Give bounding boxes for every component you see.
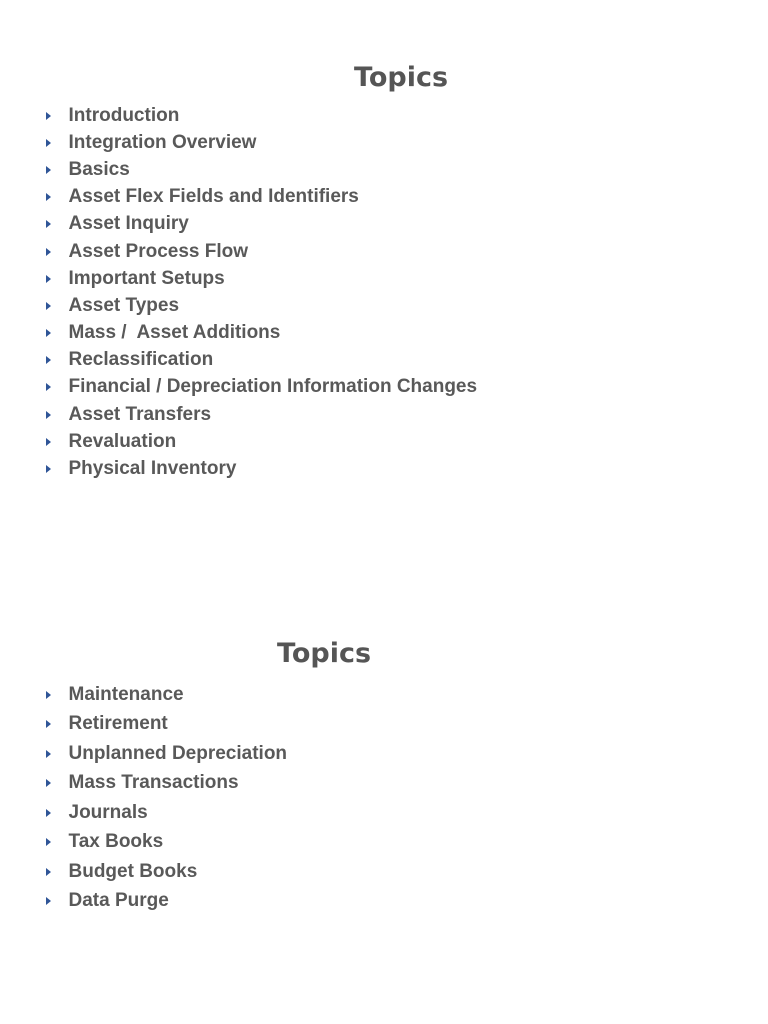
triangle-right-icon	[46, 691, 51, 699]
triangle-right-icon	[46, 356, 51, 364]
triangle-right-icon	[46, 720, 51, 728]
triangle-right-icon	[46, 166, 51, 174]
triangle-right-icon	[46, 112, 51, 120]
topic-list	[42, 680, 287, 916]
list-item	[42, 156, 477, 183]
list-item-label: Mass Transactions	[68, 772, 239, 794]
list-item-label: Integration Overview	[68, 131, 257, 153]
list-item	[42, 857, 287, 887]
triangle-right-icon	[46, 193, 51, 201]
list-item	[42, 455, 477, 482]
list-item	[42, 401, 477, 428]
triangle-right-icon	[46, 275, 51, 283]
list-item	[42, 798, 287, 828]
list-item	[42, 238, 477, 265]
triangle-right-icon	[46, 329, 51, 337]
list-item	[42, 347, 477, 374]
slide-2	[0, 576, 768, 1024]
topic-list	[42, 102, 477, 483]
triangle-right-icon	[46, 438, 51, 446]
list-item-label: Asset Inquiry	[68, 213, 189, 235]
list-item-label: Data Purge	[68, 890, 169, 912]
triangle-right-icon	[46, 220, 51, 228]
list-item-label: Physical Inventory	[68, 458, 237, 480]
triangle-right-icon	[46, 897, 51, 905]
list-item	[42, 739, 287, 769]
list-item-label: Reclassification	[68, 349, 214, 371]
triangle-right-icon	[46, 868, 51, 876]
triangle-right-icon	[46, 779, 51, 787]
triangle-right-icon	[46, 750, 51, 758]
triangle-right-icon	[46, 248, 51, 256]
triangle-right-icon	[46, 139, 51, 147]
list-item-label: Asset Flex Fields and Identifiers	[68, 186, 359, 208]
list-item	[42, 428, 477, 455]
list-item	[42, 374, 477, 401]
list-item-label: Asset Types	[68, 294, 180, 316]
list-item-label: Basics	[68, 158, 130, 180]
list-item-label: Unplanned Depreciation	[68, 742, 288, 764]
list-item	[42, 211, 477, 238]
list-item-label: Revaluation	[68, 430, 177, 452]
slide-title: Topics	[354, 62, 449, 94]
list-item-label: Important Setups	[68, 267, 225, 289]
list-item	[42, 320, 477, 347]
list-item	[42, 184, 477, 211]
list-item	[42, 129, 477, 156]
list-item	[42, 828, 287, 858]
list-item	[42, 887, 287, 917]
list-item-label: Asset Transfers	[68, 403, 212, 425]
triangle-right-icon	[46, 383, 51, 391]
triangle-right-icon	[46, 809, 51, 817]
triangle-right-icon	[46, 465, 51, 473]
list-item-label: Maintenance	[68, 683, 184, 705]
slide-title: Topics	[277, 638, 372, 670]
list-item	[42, 102, 477, 129]
list-item	[42, 680, 287, 710]
list-item-label: Mass / Asset Additions	[68, 322, 281, 344]
triangle-right-icon	[46, 411, 51, 419]
list-item-label: Tax Books	[68, 831, 164, 853]
list-item	[42, 265, 477, 292]
triangle-right-icon	[46, 302, 51, 310]
triangle-right-icon	[46, 838, 51, 846]
list-item	[42, 710, 287, 740]
list-item-label: Introduction	[68, 104, 180, 126]
list-item	[42, 769, 287, 799]
list-item-label: Journals	[68, 801, 148, 823]
list-item-label: Asset Process Flow	[68, 240, 249, 262]
list-item	[42, 292, 477, 319]
list-item-label: Retirement	[68, 713, 168, 735]
list-item-label: Financial / Depreciation Information Changes	[68, 376, 478, 398]
list-item-label: Budget Books	[68, 860, 198, 882]
